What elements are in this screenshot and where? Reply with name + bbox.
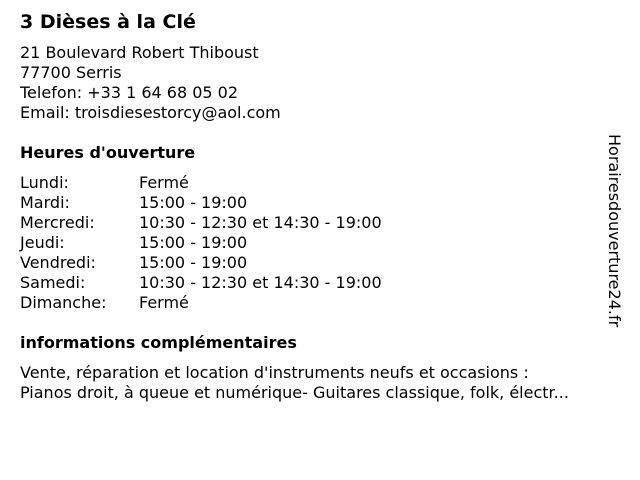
day-label: Mardi:	[20, 193, 70, 212]
address-street: 21 Boulevard Robert Thiboust	[20, 43, 259, 62]
spacer	[20, 313, 610, 333]
day-hours: Fermé	[139, 293, 189, 312]
hours-row-friday	[20, 253, 382, 273]
email-address: Email: troisdiesestorcy@aol.com	[20, 103, 281, 122]
additional-info-heading: informations complémentaires	[20, 333, 297, 352]
day-hours: 15:00 - 19:00	[139, 233, 248, 252]
day-label: Lundi:	[20, 173, 69, 192]
day-label: Jeudi:	[20, 233, 65, 252]
hours-row-sunday	[20, 293, 382, 313]
opening-hours-table	[20, 173, 382, 313]
additional-info-line: Pianos droit, à queue et numérique- Guitares classique, folk, électr...	[20, 383, 569, 402]
day-hours: 10:30 - 12:30 et 14:30 - 19:00	[139, 213, 382, 232]
day-hours: 10:30 - 12:30 et 14:30 - 19:00	[139, 273, 382, 292]
spacer	[20, 123, 610, 143]
day-label: Samedi:	[20, 273, 86, 292]
spacer	[20, 163, 610, 173]
opening-hours-heading: Heures d'ouverture	[20, 143, 196, 162]
hours-row-tuesday	[20, 193, 382, 213]
day-hours: Fermé	[139, 173, 189, 192]
day-label: Vendredi:	[20, 253, 96, 272]
phone-number: Telefon: +33 1 64 68 05 02	[20, 83, 239, 102]
day-label: Mercredi:	[20, 213, 95, 232]
business-name: 3 Dièses à la Clé	[20, 11, 196, 33]
spacer	[20, 353, 610, 363]
day-hours: 15:00 - 19:00	[139, 253, 248, 272]
hours-row-monday	[20, 173, 382, 193]
hours-row-wednesday	[20, 213, 382, 233]
day-hours: 15:00 - 19:00	[139, 193, 248, 212]
hours-row-thursday	[20, 233, 382, 253]
address-city: 77700 Serris	[20, 63, 122, 82]
additional-info-line: Vente, réparation et location d'instruments neufs et occasions :	[20, 363, 529, 382]
site-watermark: Horairesdouverture24.fr	[605, 134, 624, 328]
hours-row-saturday	[20, 273, 382, 293]
day-label: Dimanche:	[20, 293, 107, 312]
business-card	[20, 10, 610, 403]
